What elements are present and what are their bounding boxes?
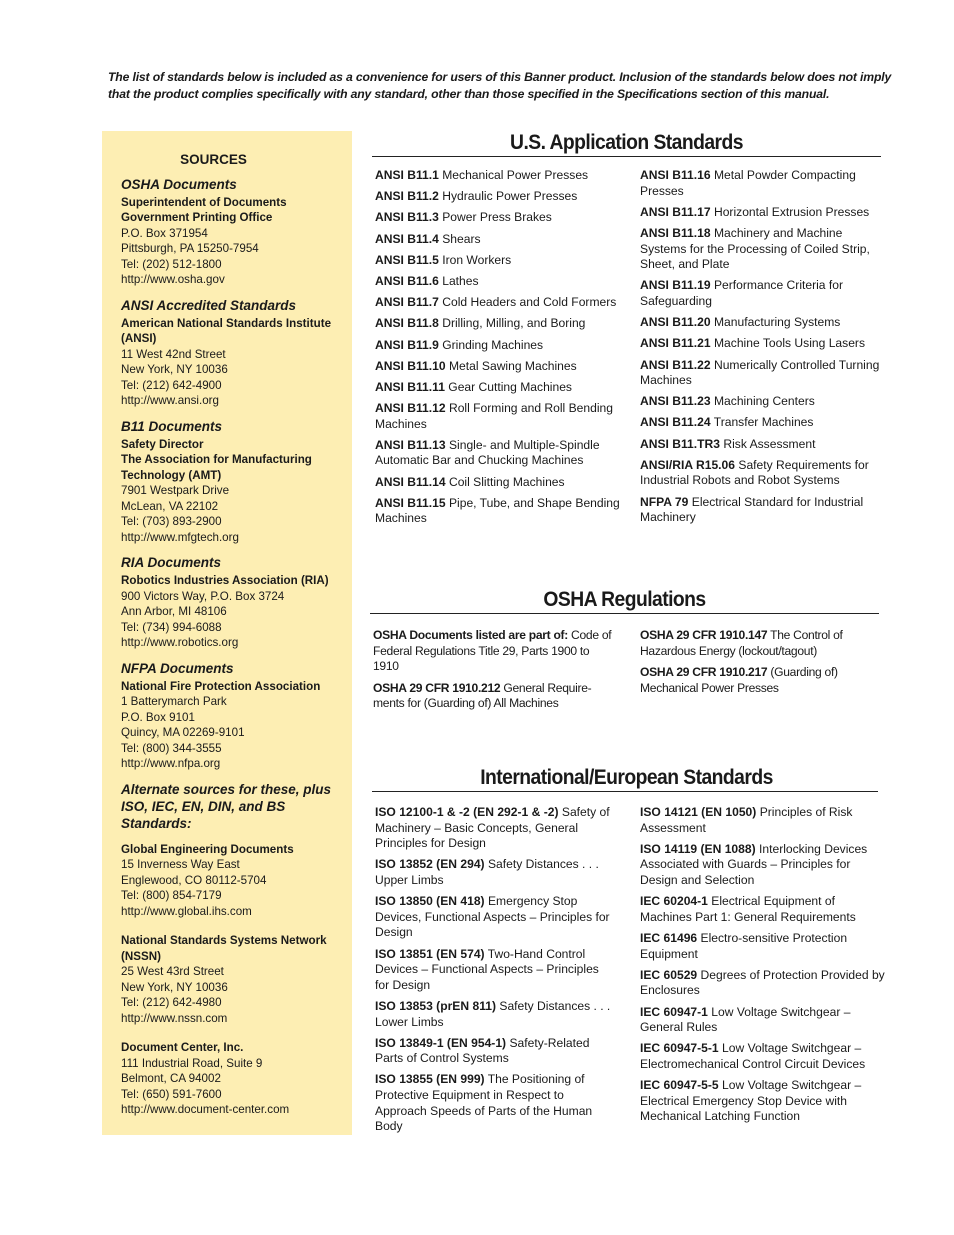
source-block (121, 418, 342, 546)
standard-description: Low Voltage Switchgear – General Rules (640, 1004, 851, 1035)
standard-description: Low Voltage Switchgear – Electromechanical Control Circuit Devices (640, 1041, 866, 1071)
standard-code: ANSI B11.10 (375, 358, 446, 373)
source-organization: Superintendent of Documents (121, 195, 287, 209)
standard-code: ANSI B11.1 (375, 168, 439, 182)
standard-item (640, 168, 885, 199)
source-address-line: New York, NY 10036 (121, 980, 228, 994)
standard-code: ANSI B11.5 (375, 252, 439, 267)
standard-description: Drilling, Milling, and Boring (442, 316, 586, 331)
alternate-sources-heading: Alternate sources for these, plus ISO, IEC, EN, DIN, and BS Standards: (121, 781, 332, 831)
standard-description: Grinding Machines (442, 337, 544, 352)
standard-description: Electrical Equipment of Machines Part 1: General Requirements (640, 894, 856, 924)
standard-item (640, 458, 885, 489)
standard-item (640, 437, 885, 453)
source-heading: B11 Documents (121, 418, 223, 434)
standard-code: IEC 60529 (640, 967, 698, 982)
standard-item (640, 495, 885, 526)
standard-description: Hydraulic Power Presses (442, 189, 578, 204)
source-organization: The Association for Manufacturing Technology (AMT) (121, 453, 312, 482)
us-standards-title: U.S. Application Standards (510, 131, 743, 154)
standard-description: Transfer Machines (713, 415, 814, 430)
standard-item (640, 842, 885, 889)
source-organization: Robotics Industries Association (RIA) (121, 574, 329, 587)
standard-item (375, 210, 625, 226)
source-address-line: P.O. Box 371954 (121, 226, 208, 240)
source-address-line: Englewood, CO 80112-5704 (121, 873, 267, 887)
standard-item (640, 968, 885, 999)
standard-item (375, 999, 615, 1030)
source-address-line: Tel: (650) 591-7600 (121, 1087, 222, 1101)
standard-code: ISO 13852 (EN 294) (375, 857, 485, 872)
standard-description: Manufacturing Systems (713, 315, 841, 330)
standard-item (375, 359, 625, 375)
standard-item (375, 168, 625, 184)
standard-item (640, 628, 880, 659)
osha-right-column (640, 628, 880, 702)
source-address-line: New York, NY 10036 (121, 363, 228, 376)
source-organization: National Standards Systems Network (NSSN) (121, 934, 327, 963)
standard-item (375, 401, 625, 432)
standard-description: Power Press Brakes (442, 210, 552, 225)
standard-description: Emergency Stop Devices, Functional Aspects – Principles for Design (375, 894, 610, 940)
standard-item (375, 316, 625, 332)
source-heading: RIA Documents (121, 555, 222, 570)
standard-code: ISO 13849-1 (EN 954-1) (375, 1035, 507, 1050)
standard-code: IEC 60947-1 (640, 1004, 708, 1019)
source-address-line: Tel: (800) 854-7179 (121, 889, 222, 902)
standard-code: ISO 13855 (EN 999) (375, 1072, 485, 1087)
source-address-line: 25 West 43rd Street (121, 965, 224, 978)
standard-description: Coil Slitting Machines (448, 474, 565, 489)
standard-description: The Control of Hazardous Energy (lockout/tagout) (640, 628, 843, 658)
standard-code: ANSI B11.20 (640, 315, 711, 330)
source-address-line: http://www.document-center.com (121, 1103, 290, 1116)
standard-description: Risk Assessment (723, 436, 816, 451)
standard-item (373, 681, 618, 712)
standard-item (373, 628, 618, 675)
standard-description: Code of Federal Regulations Title 29, Parts 1900 to 1910 (373, 628, 612, 674)
standard-code: ANSI B11.11 (375, 379, 445, 394)
standard-item (640, 1005, 885, 1036)
source-address-line: Tel: (703) 893-2900 (121, 515, 222, 528)
standard-code: ANSI B11.12 (375, 401, 446, 416)
standard-code: ANSI B11.24 (640, 415, 711, 430)
standard-item (640, 805, 885, 836)
standard-code: ANSI B11.21 (640, 336, 711, 351)
source-organization: Global Engineering Documents (121, 842, 294, 856)
standard-code: ISO 13850 (EN 418) (375, 894, 485, 909)
standard-code: ANSI B11.23 (640, 394, 711, 409)
intl-standards-left-column (375, 805, 615, 1140)
standard-code: ANSI B11.13 (375, 437, 446, 452)
standard-item (375, 805, 615, 852)
standard-description: Safety-Related Parts of Control Systems (375, 1035, 590, 1066)
source-address-line: Tel: (202) 512-1800 (121, 257, 222, 271)
source-address-line: Tel: (800) 344-3555 (121, 741, 222, 755)
source-address-line: Pittsburgh, PA 15250-7954 (121, 242, 259, 255)
osha-regulations-title: OSHA Regulations (543, 588, 706, 611)
standard-description: Safety of Machinery – Basic Concepts, General Principles for Design (375, 805, 610, 851)
standard-item (375, 1072, 615, 1134)
standard-description: Metal Powder Compacting Presses (640, 168, 856, 198)
standard-description: The Positioning of Protective Equipment in Respect to Approach Speeds of Parts of the Human Body (375, 1072, 593, 1134)
standard-description: Safety Distances . . . Upper Limbs (375, 857, 599, 887)
standard-code: ANSI B11.7 (375, 295, 439, 310)
standard-item (375, 295, 625, 311)
standard-description: Performance Criteria for Safeguarding (640, 278, 844, 308)
standard-description: Machining Centers (713, 394, 815, 409)
standard-item (640, 1041, 885, 1072)
standard-code: ANSI B11.8 (375, 316, 439, 331)
standard-description: Two-Hand Control Devices – Functional Aspects – Principles for Design (375, 946, 599, 992)
standard-item (640, 931, 885, 962)
standard-item (640, 278, 885, 309)
standard-description: Horizontal Extrusion Presses (713, 204, 870, 219)
standard-item (375, 496, 625, 527)
us-standards-left-column (375, 168, 625, 533)
standard-code: NFPA 79 (640, 494, 689, 509)
standard-description: Metal Sawing Machines (448, 358, 577, 373)
standard-code: ANSI B11.15 (375, 495, 446, 510)
alternate-source-block (121, 933, 342, 1026)
standard-code: OSHA Documents listed are part of: (373, 628, 568, 642)
standard-description: Single- and Multiple-Spindle Automatic Bar and Chucking Machines (375, 437, 600, 468)
alternate-source-block (121, 842, 342, 920)
source-heading: NFPA Documents (121, 660, 234, 676)
intl-standards-right-column (640, 805, 885, 1130)
standard-code: ANSI B11.3 (375, 210, 439, 225)
source-address-line: http://www.mfgtech.org (121, 530, 239, 544)
standard-item (640, 394, 885, 410)
standard-code: ANSI B11.6 (375, 273, 439, 288)
source-address-line: Tel: (212) 642-4980 (121, 996, 222, 1009)
us-standards-right-column (640, 168, 885, 531)
source-address-line: http://www.nfpa.org (121, 757, 221, 770)
standard-code: ISO 13851 (EN 574) (375, 946, 485, 961)
standard-description: Degrees of Protection Provided by Enclosures (640, 967, 885, 998)
standard-item (375, 253, 625, 269)
us-standards-rule (372, 156, 881, 157)
standard-description: Principles of Risk Assessment (640, 805, 853, 835)
standard-item (375, 232, 625, 248)
standard-description: Mechanical Power Presses (442, 168, 589, 182)
standard-code: ANSI B11.17 (640, 204, 711, 219)
source-address-line: Tel: (212) 642-4900 (121, 378, 222, 392)
source-heading: ANSI Accredited Standards (121, 297, 297, 313)
standard-description: Machinery and Machine Systems for the Processing of Coiled Strip, Sheet, and Plate (640, 225, 870, 272)
standard-item (375, 274, 625, 290)
source-address-line: P.O. Box 9101 (121, 710, 195, 724)
standard-code: ANSI B11.14 (375, 474, 446, 489)
osha-left-column (373, 628, 618, 718)
standard-code: ISO 14119 (EN 1088) (640, 841, 756, 856)
alternate-source-block (121, 1040, 342, 1118)
standard-description: Shears (442, 231, 481, 246)
osha-regulations-rule (370, 613, 879, 614)
standard-code: ANSI/RIA R15.06 (640, 457, 735, 472)
standard-code: ANSI B11.22 (640, 357, 711, 372)
standard-description: Safety Requirements for Industrial Robots and Robot Systems (640, 457, 869, 488)
standard-code: OSHA 29 CFR 1910.217 (640, 665, 768, 680)
source-address-line: 1 Batterymarch Park (121, 695, 227, 708)
standard-item (640, 336, 885, 352)
standard-code: ANSI B11.18 (640, 225, 711, 240)
standard-item (375, 894, 615, 941)
sources-sidebar (102, 131, 352, 1135)
standard-code: OSHA 29 CFR 1910.212 (373, 680, 501, 695)
standard-code: ANSI B11.9 (375, 337, 439, 352)
standard-code: IEC 61496 (640, 930, 698, 945)
source-organization: Government Printing Office (121, 211, 273, 224)
standard-code: IEC 60947-5-5 (640, 1078, 719, 1093)
source-organization: National Fire Protection Association (121, 679, 321, 693)
source-address-line: 11 West 42nd Street (121, 347, 226, 361)
intl-standards-rule (372, 791, 878, 792)
standard-item (640, 665, 880, 696)
disclaimer-text: The list of standards below is included as a convenience for users of this Banner product. Inclusion of the standards below does not imply that the product complies specifically with any standard, other than those specified in the Specifications section of this manual. (108, 70, 892, 101)
source-organization: American National Standards Institute (ANSI) (121, 316, 332, 345)
source-address-line: http://www.ansi.org (121, 394, 219, 407)
standard-description: Machine Tools Using Lasers (713, 336, 865, 351)
standard-code: ANSI B11.TR3 (640, 436, 720, 451)
standard-description: Electro-sensitive Protection Equipment (640, 930, 848, 961)
standard-description: (Guarding of) Mechanical Power Presses (640, 665, 838, 695)
source-address-line: 111 Industrial Road, Suite 9 (121, 1056, 263, 1070)
source-address-line: Quincy, MA 02269-9101 (121, 726, 245, 739)
standard-code: ISO 12100-1 & -2 (EN 292-1 & -2) (375, 805, 559, 819)
standard-description: Interlocking Devices Associated with Guards – Principles for Design and Selection (640, 841, 868, 887)
standard-item (640, 1078, 885, 1125)
source-block (121, 554, 342, 651)
standard-item (640, 315, 885, 331)
standard-code: ANSI B11.4 (375, 231, 439, 246)
standard-item (640, 358, 885, 389)
standard-code: IEC 60947-5-1 (640, 1041, 719, 1056)
standard-description: Iron Workers (442, 252, 512, 267)
source-organization: Safety Director (121, 437, 204, 451)
standard-description: Safety Distances . . . Lower Limbs (375, 998, 611, 1029)
standard-description: Gear Cutting Machines (448, 379, 572, 394)
alternate-sources-list (121, 842, 342, 1118)
standard-item (375, 947, 615, 994)
source-address-line: 900 Victors Way, P.O. Box 3724 (121, 589, 285, 603)
standard-description: Numerically Controlled Turning Machines (640, 357, 880, 388)
standard-description: Cold Headers and Cold Formers (442, 295, 617, 310)
sources-title: SOURCES (180, 152, 247, 167)
source-address-line: http://www.osha.gov (121, 273, 225, 286)
standard-item (375, 438, 625, 469)
source-address-line: Tel: (734) 994-6088 (121, 620, 222, 634)
standard-item (640, 205, 885, 221)
source-address-line: http://www.global.ihs.com (121, 904, 252, 918)
source-address-line: 15 Inverness Way East (121, 858, 240, 871)
source-block (121, 176, 342, 288)
standard-description: Pipe, Tube, and Shape Bending Machines (375, 495, 620, 526)
standard-description: Electrical Standard for Industrial Machinery (640, 494, 864, 525)
source-address-line: http://www.nssn.com (121, 1011, 228, 1025)
standard-code: ISO 14121 (EN 1050) (640, 805, 757, 819)
source-address-line: 7901 Westpark Drive (121, 484, 230, 497)
standard-item (375, 380, 625, 396)
standard-item (640, 226, 885, 273)
source-address-line: Ann Arbor, MI 48106 (121, 605, 227, 618)
source-address-line: McLean, VA 22102 (121, 499, 219, 513)
source-organization: Document Center, Inc. (121, 1041, 244, 1054)
standard-description: General Require-ments for (Guarding of) All Machines (373, 680, 592, 711)
standard-item (375, 189, 625, 205)
standard-code: OSHA 29 CFR 1910.147 (640, 628, 768, 642)
standard-item (375, 1036, 615, 1067)
source-block (121, 660, 342, 772)
sources-list (121, 176, 342, 772)
standard-item (375, 475, 625, 491)
source-address-line: Belmont, CA 94002 (121, 1072, 221, 1085)
standard-code: ANSI B11.19 (640, 278, 711, 293)
standard-code: ISO 13853 (prEN 811) (375, 998, 497, 1013)
source-heading: OSHA Documents (121, 176, 237, 192)
standard-item (375, 338, 625, 354)
standard-description: Roll Forming and Roll Bending Machines (375, 401, 613, 431)
standard-description: Low Voltage Switchgear – Electrical Emergency Stop Device with Mechanical Latching Function (640, 1078, 862, 1124)
standard-item (375, 857, 615, 888)
standard-code: ANSI B11.16 (640, 168, 711, 182)
standard-item (640, 415, 885, 431)
standard-description: Lathes (442, 273, 479, 288)
standard-code: ANSI B11.2 (375, 189, 439, 204)
intl-standards-title: International/European Standards (480, 766, 773, 789)
source-address-line: http://www.robotics.org (121, 636, 239, 649)
standard-code: IEC 60204-1 (640, 894, 708, 909)
source-block (121, 297, 342, 409)
standard-item (640, 894, 885, 925)
